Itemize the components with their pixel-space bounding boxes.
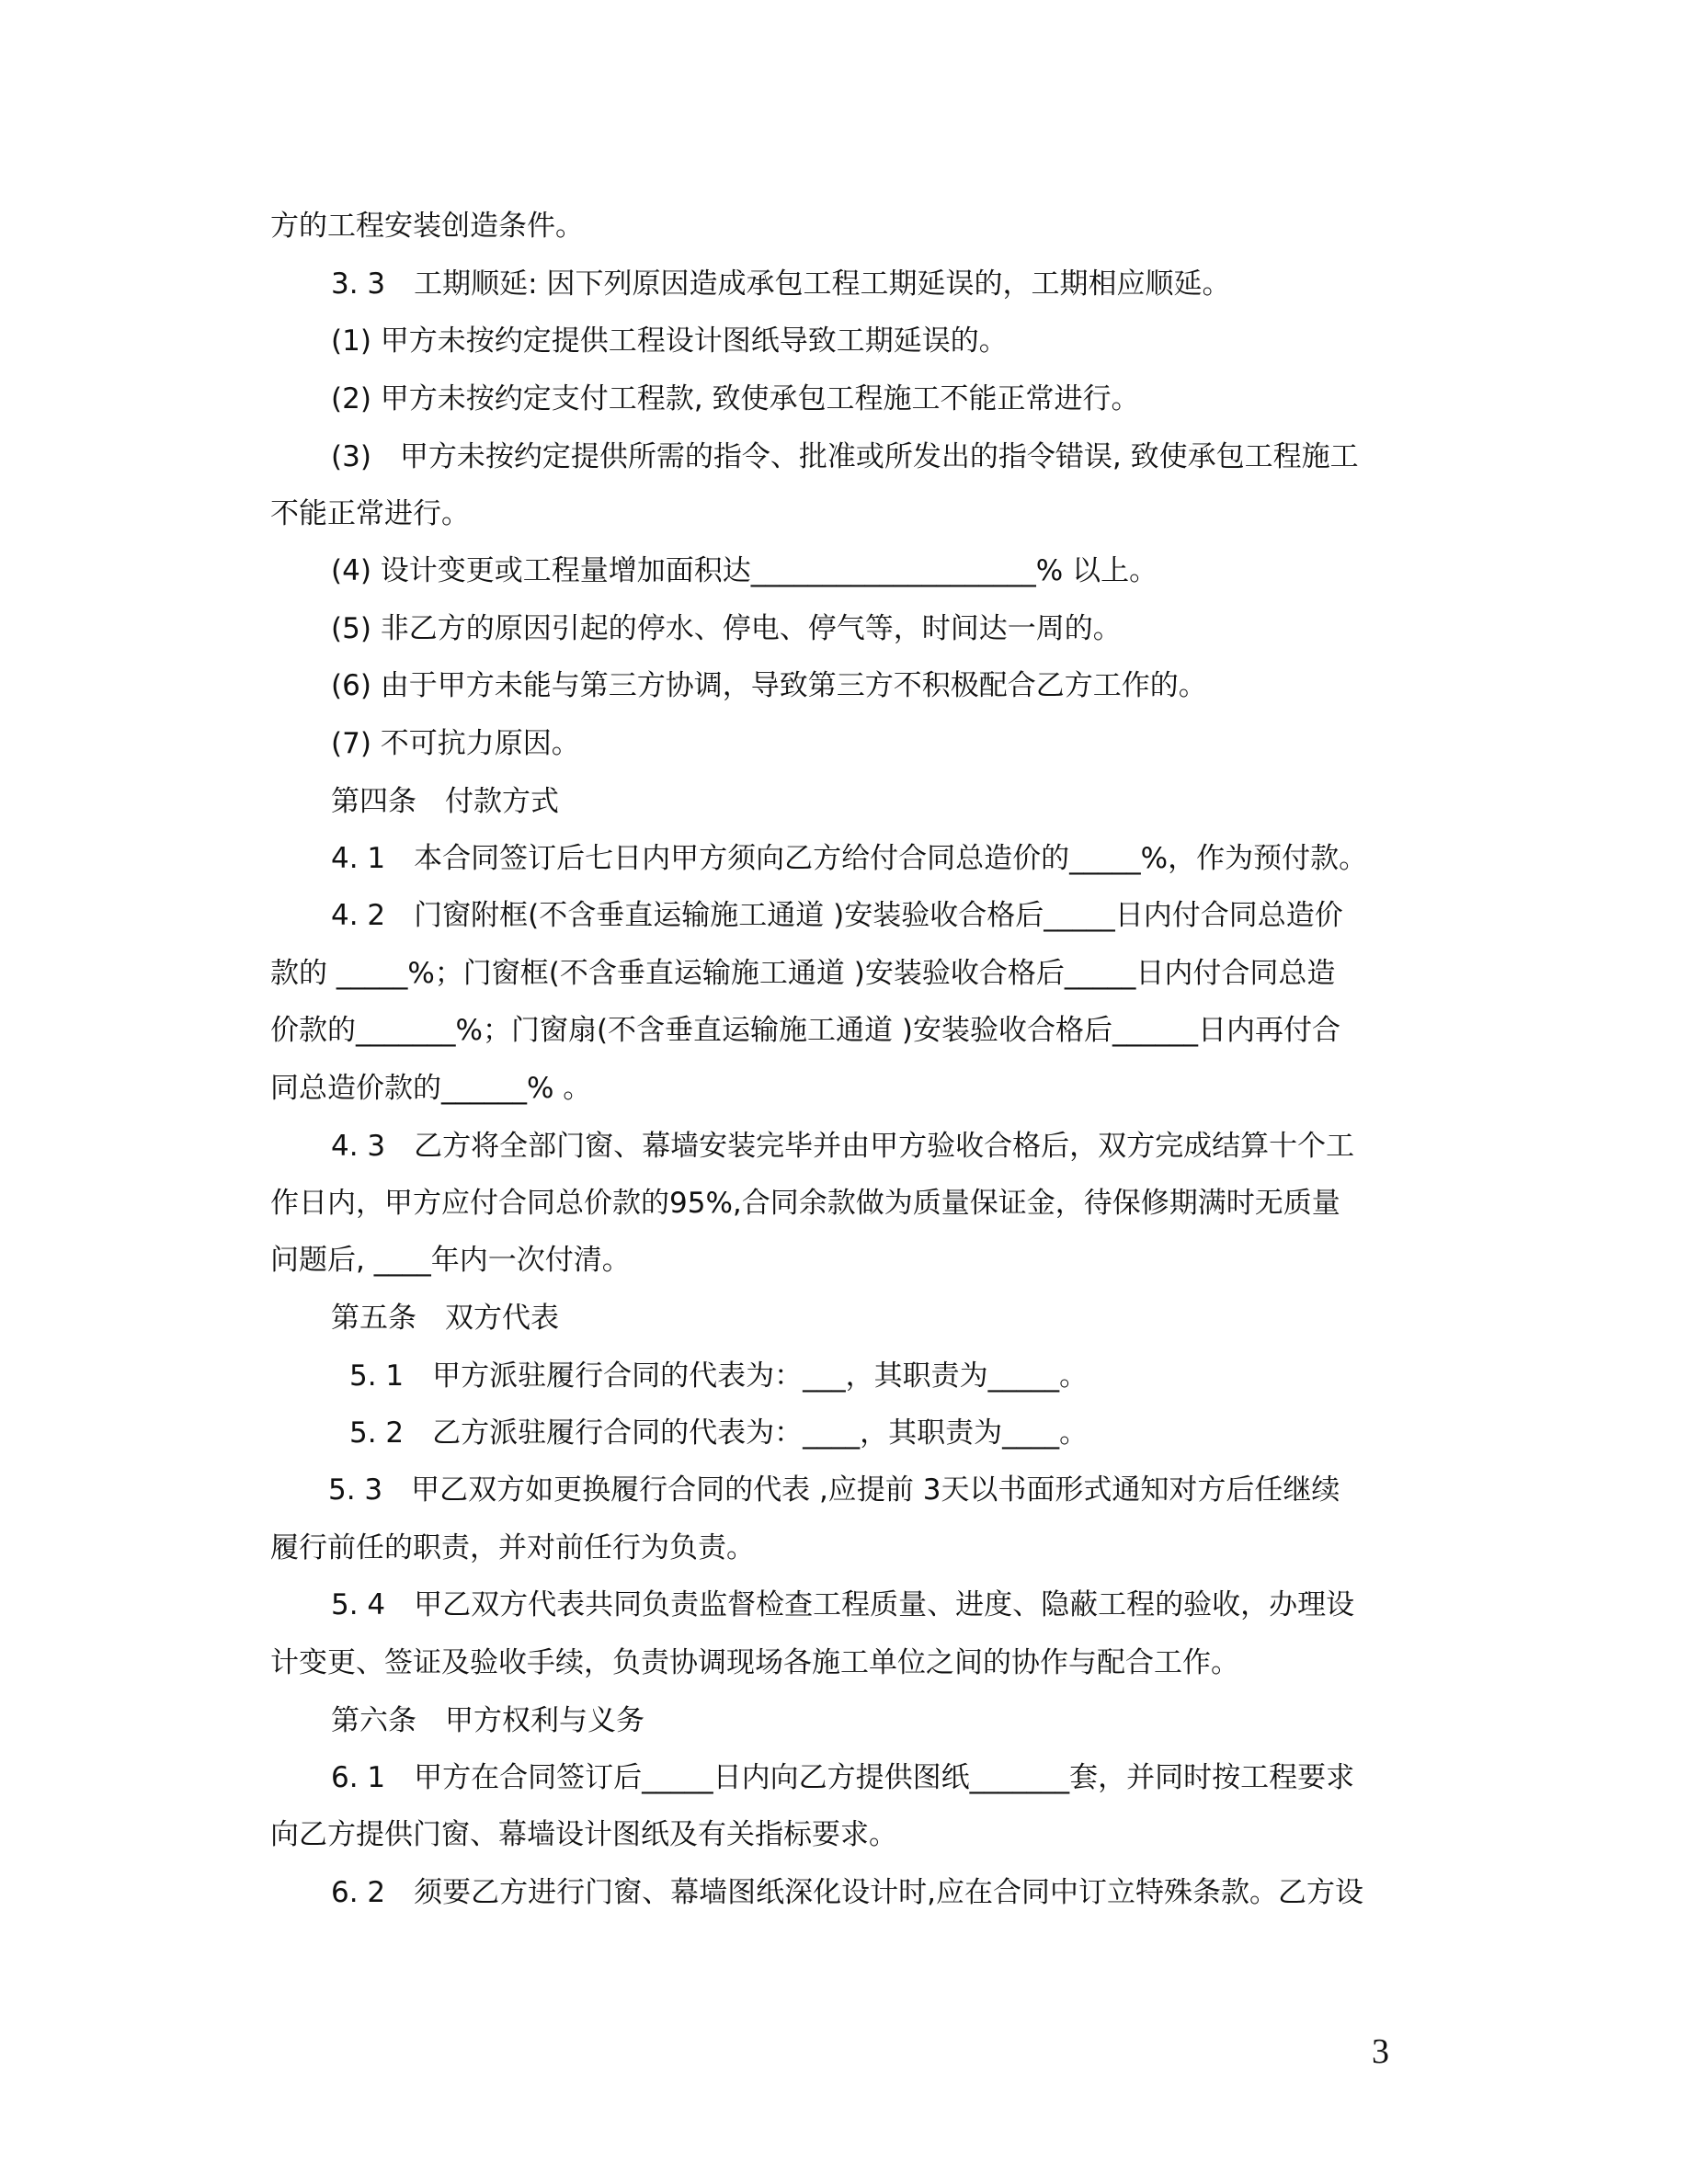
text-line: 方的工程安装创造条件。 [270,210,584,243]
page-number: 3 [1372,2032,1389,2071]
clause-6-2: 6. 2 须要乙方进行门窗、幕墙图纸深化设计时,应在合同中订立特殊条款。乙方设 [331,1876,1364,1909]
article-4-heading: 第四条 付款方式 [331,785,559,818]
list-item-1: (1) 甲方未按约定提供工程设计图纸导致工期延误的。 [331,324,1008,358]
list-item-2: (2) 甲方未按约定支付工程款, 致使承包工程施工不能正常进行。 [331,382,1140,415]
list-item-3: (3) 甲方未按约定提供所需的指令、批准或所发出的指令错误, 致使承包工程施工 [331,440,1359,473]
text-line: 计变更、签证及验收手续，负责协调现场各施工单位之间的协作与配合工作。 [270,1646,1239,1679]
text-line: 向乙方提供门窗、幕墙设计图纸及有关指标要求。 [270,1818,897,1851]
text-line: 同总造价款的______% 。 [270,1072,592,1105]
list-item-4: (4) 设计变更或工程量增加面积达____________________% 以上。 [331,554,1158,587]
clause-4-2: 4. 2 门窗附框(不含垂直运输施工通道 )安装验收合格后_____日内付合同总造价 [331,899,1343,932]
clause-5-4: 5. 4 甲乙双方代表共同负责监督检查工程质量、进度、隐蔽工程的验收，办理设 [331,1588,1355,1621]
list-item-5: (5) 非乙方的原因引起的停水、停电、停气等，时间达一周的。 [331,612,1122,645]
clause-3-3: 3. 3 工期顺延: 因下列原因造成承包工程工期延误的，工期相应顺延。 [331,267,1231,301]
clause-5-2: 5. 2 乙方派驻履行合同的代表为：____，其职责为____。 [349,1416,1089,1450]
text-line: 不能正常进行。 [270,497,470,530]
clause-5-3: 5. 3 甲乙双方如更换履行合同的代表 ,应提前 3天以书面形式通知对方后任继续 [328,1473,1340,1507]
clause-4-1: 4. 1 本合同签订后七日内甲方须向乙方给付合同总造价的_____%，作为预付款。 [331,842,1368,875]
text-line: 作日内，甲方应付合同总价款的95%,合同余款做为质量保证金，待保修期满时无质量 [270,1187,1340,1220]
clause-4-3: 4. 3 乙方将全部门窗、幕墙安装完毕并由甲方验收合格后，双方完成结算十个工 [331,1130,1355,1163]
article-6-heading: 第六条 甲方权利与义务 [331,1704,644,1737]
clause-6-1: 6. 1 甲方在合同签订后_____日内向乙方提供图纸_______套，并同时按工程要求 [331,1761,1355,1794]
article-5-heading: 第五条 双方代表 [331,1302,559,1335]
list-item-6: (6) 由于甲方未能与第三方协调，导致第三方不积极配合乙方工作的。 [331,669,1207,702]
text-line: 问题后, ____年内一次付清。 [270,1244,631,1277]
clause-5-1: 5. 1 甲方派驻履行合同的代表为：___，其职责为_____。 [349,1359,1089,1393]
list-item-7: (7) 不可抗力原因。 [331,727,580,760]
text-line: 履行前任的职责，并对前任行为负责。 [270,1531,755,1564]
text-line: 价款的_______%；门窗扇(不含垂直运输施工通道 )安装验收合格后______日内再付合 [270,1014,1340,1047]
text-line: 款的 _____%；门窗框(不含垂直运输施工通道 )安装验收合格后_____日内付合同总造 [270,957,1336,990]
